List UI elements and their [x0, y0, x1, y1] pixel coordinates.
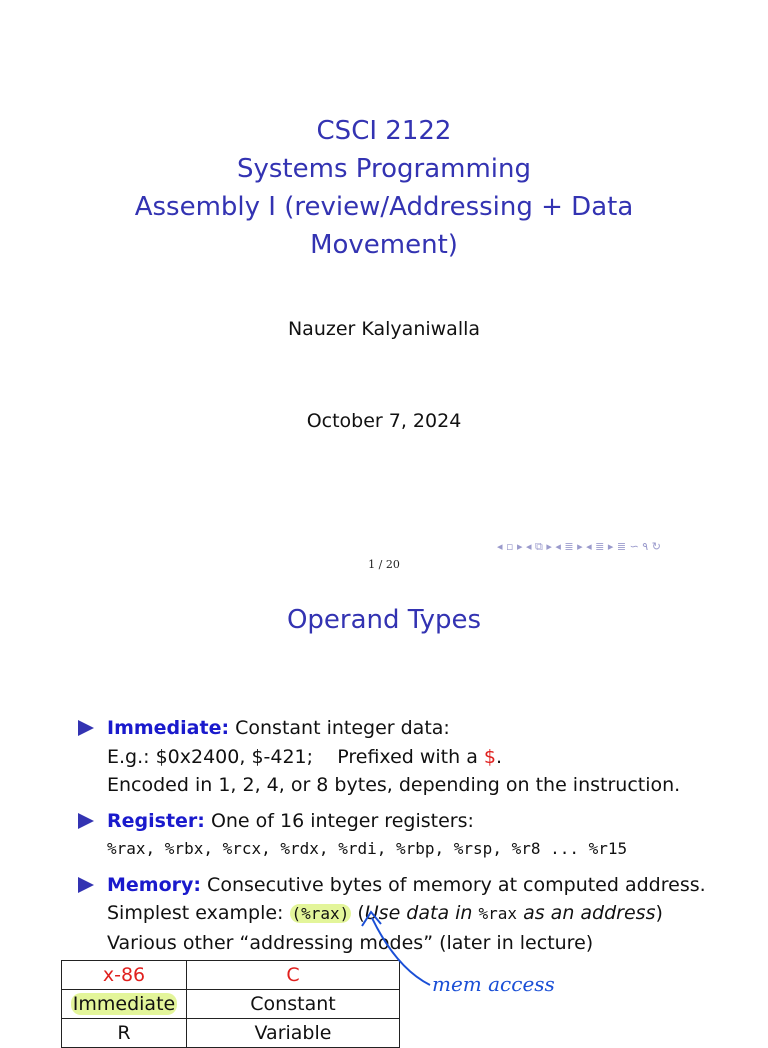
bullet-triangle-icon [78, 877, 94, 893]
author: Nauzer Kalyaniwalla [287, 318, 481, 340]
x86-c-comparison-table [61, 960, 400, 1048]
bullet-memory [78, 871, 706, 958]
immediate-example: E.g.: $0x2400, $-421; [107, 745, 314, 768]
note-rest: as an address [523, 902, 656, 924]
table-header-x86: x-86 [62, 961, 187, 990]
course-name: Systems Programming [237, 154, 531, 184]
bullet-list [78, 714, 706, 964]
page-number: 1 / 20 [368, 558, 400, 571]
table-row [62, 990, 400, 1019]
table-header-c: C [187, 961, 400, 990]
table-header-row [62, 961, 400, 990]
addressing-modes-note: Various other “addressing modes” (later in lecture) [107, 931, 594, 954]
handwritten-annotation: mem access [432, 972, 555, 996]
lecture-title-line2: Movement) [310, 230, 458, 260]
register-desc: One of 16 integer registers: [210, 809, 474, 832]
bullet-immediate [78, 714, 706, 800]
note-close: ) [655, 902, 663, 924]
memory-desc: Consecutive bytes of memory at computed address. [207, 873, 706, 896]
immediate-prefix-text: Prefixed with a [337, 745, 478, 768]
term-register: Register: [107, 809, 205, 832]
register-list: %rax, %rbx, %rcx, %rdx, %rdi, %rbp, %rsp, %r8 ... %r15 [107, 839, 628, 858]
bullet-triangle-icon [78, 720, 94, 736]
dollar-symbol: $ [483, 745, 496, 768]
term-immediate: Immediate: [107, 717, 230, 739]
date: October 7, 2024 [306, 410, 462, 432]
note-register: %rax [478, 904, 518, 923]
prefix-end: . [496, 745, 503, 768]
note-open: ( [357, 902, 365, 924]
table-cell: Variable [187, 1019, 400, 1048]
simplest-example-label: Simplest example: [107, 902, 284, 924]
table-cell: R [62, 1019, 187, 1048]
beamer-nav-controls[interactable]: ◂ ▫ ▸ ◂ ⧉ ▸ ◂ ≣ ▸ ◂ ≣ ▸ ≣ ∽ ۹ ↻ [497, 540, 661, 553]
memory-example-code: (%rax) [291, 904, 350, 923]
bullet-register [78, 807, 706, 864]
course-code: CSCI 2122 [316, 116, 452, 146]
lecture-title-line1: Assembly I (review/Addressing + Data [134, 192, 634, 222]
immediate-desc: Constant integer data: [235, 717, 450, 739]
table-cell [62, 990, 187, 1019]
bullet-triangle-icon [78, 813, 94, 829]
operand-types-title: Operand Types [286, 605, 482, 635]
note-text: Use data in [364, 902, 473, 924]
table-cell-immediate: Immediate [72, 993, 176, 1015]
immediate-encoding: Encoded in 1, 2, 4, or 8 bytes, depending on the instruction. [107, 774, 681, 796]
table-cell: Constant [187, 990, 400, 1019]
slide-title [0, 112, 768, 264]
term-memory: Memory: [107, 873, 201, 896]
table-row [62, 1019, 400, 1048]
